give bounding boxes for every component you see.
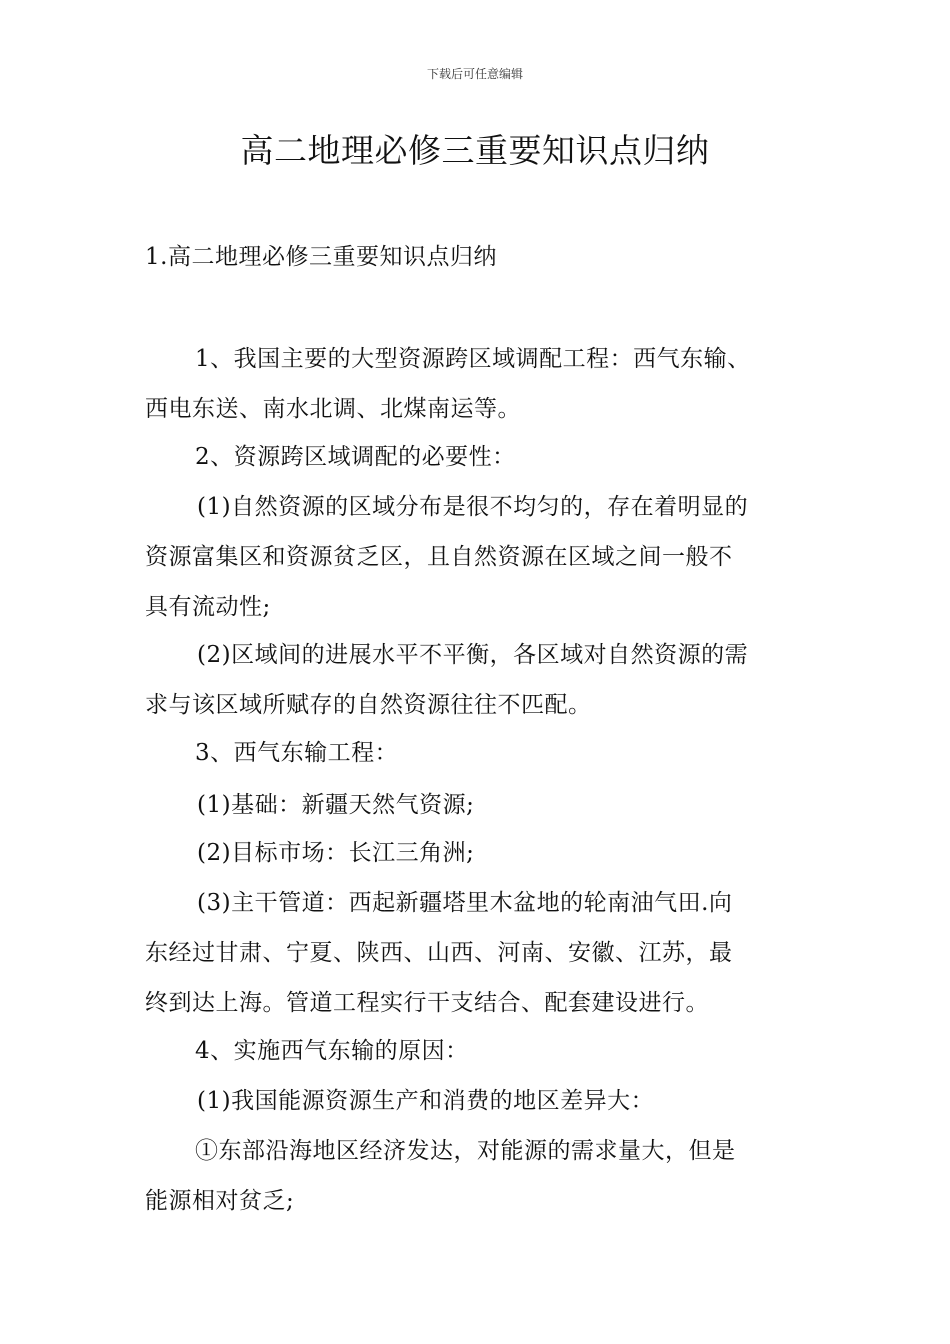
paragraph-line: (1)我国能源资源生产和消费的地区差异大：: [197, 1088, 655, 1114]
paragraph-line: (1)基础：新疆天然气资源;: [197, 792, 475, 818]
paragraph-line: 终到达上海。管道工程实行干支结合、配套建设进行。: [145, 990, 709, 1016]
paragraph: [145, 728, 810, 778]
paragraph: [145, 432, 810, 482]
paragraph-line: 4、实施西气东输的原因：: [195, 1038, 469, 1064]
paragraph-line: 资源富集区和资源贫乏区，且自然资源在区域之间一般不: [145, 544, 733, 570]
paragraph-line: 能源相对贫乏;: [145, 1188, 295, 1214]
paragraph-line: 3、西气东输工程：: [195, 740, 399, 766]
paragraph-line: 西电东送、南水北调、北煤南运等。: [145, 396, 521, 422]
paragraph-line: (3)主干管道：西起新疆塔里木盆地的轮南油气田.向: [197, 890, 733, 916]
header-note: 下载后可任意编辑: [426, 67, 523, 81]
paragraph-line: 2、资源跨区域调配的必要性：: [195, 444, 516, 470]
paragraph-line: ①东部沿海地区经济发达，对能源的需求量大，但是: [195, 1138, 736, 1164]
paragraph-line: (2)区域间的进展水平不平衡，各区域对自然资源的需: [197, 642, 749, 668]
paragraph: [145, 780, 810, 830]
paragraph: [145, 334, 810, 434]
paragraph: [145, 1126, 810, 1226]
paragraph: [145, 630, 810, 730]
document-title: 高二地理必修三重要知识点归纳: [240, 131, 710, 170]
paragraph-line: (1)自然资源的区域分布是很不均匀的，存在着明显的: [197, 494, 749, 520]
paragraph: [145, 482, 810, 632]
paragraph-line: 东经过甘肃、宁夏、陕西、山西、河南、安徽、江苏，最: [145, 940, 733, 966]
section-heading-text: 1.高二地理必修三重要知识点归纳: [145, 244, 497, 270]
section-heading: [145, 232, 810, 282]
paragraph-line: 求与该区域所赋存的自然资源往往不匹配。: [145, 692, 592, 718]
paragraph: [145, 1026, 810, 1076]
paragraph-line: 1、我国主要的大型资源跨区域调配工程：西气东输、: [195, 346, 751, 372]
paragraph: [145, 828, 810, 878]
paragraph-line: (2)目标市场：长江三角洲;: [197, 840, 475, 866]
paragraph-line: 具有流动性;: [145, 594, 271, 620]
paragraph: [145, 1076, 810, 1126]
paragraph: [145, 878, 810, 1028]
